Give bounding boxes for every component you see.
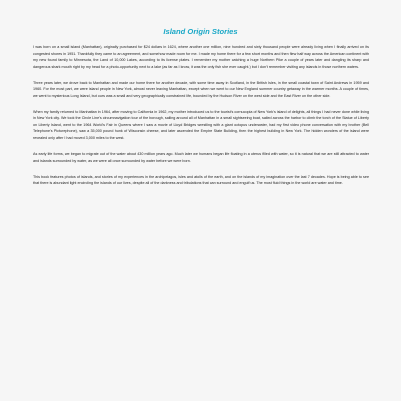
paragraph-2: Three years later, we drove back to Manhattan and made our home there for another decade, with some time away in Scotland, in the British Isles, in the small coastal town of Saint Andrews in 1959 and 1960. For the most part, we were island people in New York, almost never leaving Manhattan, except when we went to our New England summer country getaway in the warmer months. A couple of times, we went to mysterious Long Island, but ours was a small and very geographically constrained life, bounded by the Hudson River on the west side and the East River on the other side. — [33, 80, 369, 98]
paragraph-4: As early life forms, we began to migrate out of the water about 430 million years ago. Much later we humans began life floating in a uterus filled with water, so it is natural that we are still attracted to water and islands surrounded by water, as we were all once surrounded by water before we were born. — [33, 152, 369, 163]
paragraph-3: When my family returned to Manhattan in 1964, after moving to California in 1962, my mother introduced us to the tourist's cornucopia of New York's island of delights, all things I had never done while living in New York city. We took the Circle Line's circumnavigation tour of the borough, sailing around all of Manhattan in a small sightseeing boat, sailed across the harbor to climb the torch of the Statue of Liberty on Liberty Island, went to the 1964 World's Fair in Queens where I saw a movie of Lloyd Bridges wrestling with a giant octopus underwater, had my first video phone conversation with my brother (Bell Telephone's Picturephone), saw a 35,000 pound hunk of Wisconsin cheese, and later ascended the Empire State Building, then the highest building in New York. The hidden wonders of the island were revealed only after I had moved 3,000 miles to the west. — [33, 109, 369, 141]
body-text — [33, 44, 369, 196]
page-title: Island Origin Stories — [163, 27, 238, 36]
paragraph-1: I was born on a small island (Manhattan), originally purchased for $24 dollars in 1624, where another one million, nine hundred and sixty thousand people were already living when I finally arrived on its congested shores in 1951. Thankfully they came to an agreement, and somehow made room for me. I made my home there for a few short months and then flew half way across the American continent with my new found family to Minnesota, the Land of 10,000 Lakes, according to its license plates. I remember my mother catching a huge Northern Pike a couple of years later and dangling its sharp and dangerous shark mouth right by my head for a photo-opportunity next to a lake (as far as I know, it was the only fish she ever caught.) but I don't remember visiting any islands in those northern waters. — [33, 45, 369, 69]
paragraph-5: This book features photos of islands, and stories of my experiences in the archipelagos, isles and atolls of the earth, and on the islands of my imagination over the last 7 decades. Hope is being able to see that there is abundant light encircling the islands of our lives, despite all of the darkness and tribulations that can surround and engulf us. The most fluid things in the world are water and time. — [33, 174, 369, 186]
